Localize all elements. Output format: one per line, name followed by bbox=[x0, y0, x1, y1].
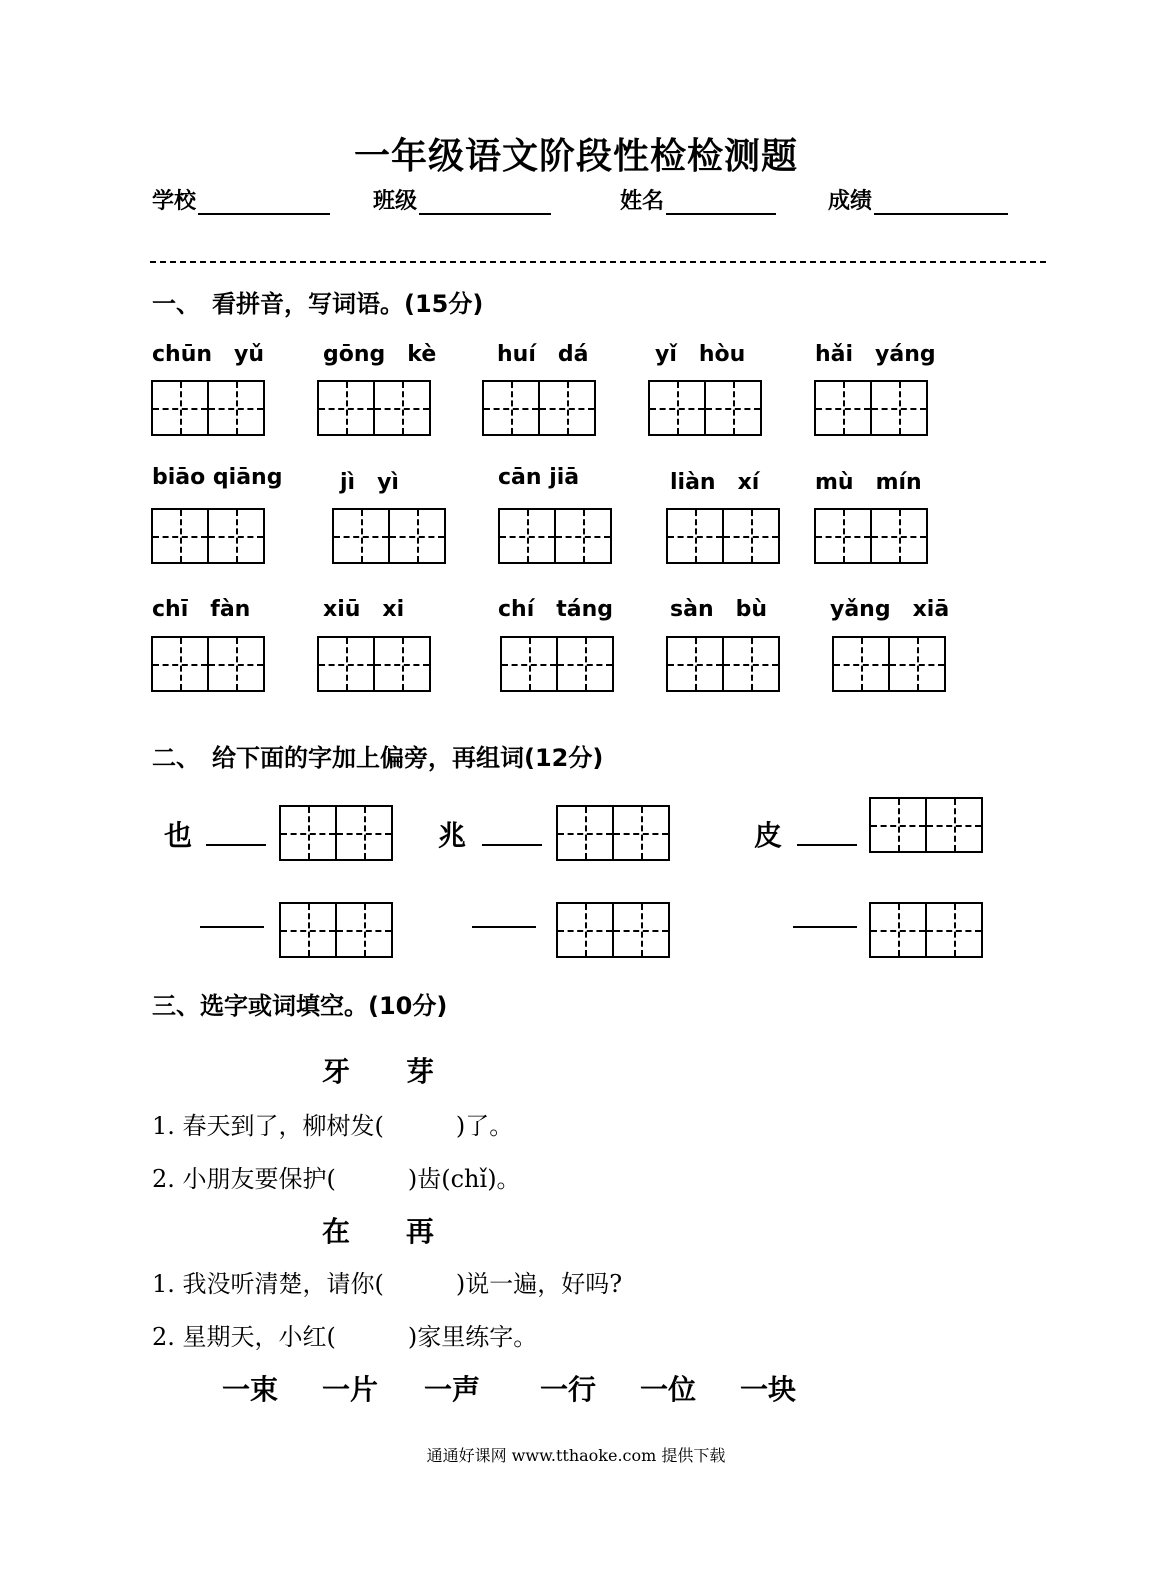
score-field bbox=[828, 184, 1008, 215]
word-grid[interactable] bbox=[556, 902, 670, 958]
measure-word: 一束 bbox=[222, 1373, 279, 1406]
writing-grid[interactable] bbox=[666, 636, 780, 692]
writing-grid[interactable] bbox=[832, 636, 946, 692]
pinyin-label: chūn yǔ bbox=[152, 342, 265, 367]
writing-grid[interactable] bbox=[666, 508, 780, 564]
name-label: 姓名 bbox=[620, 189, 665, 214]
radical-blank[interactable] bbox=[793, 926, 857, 928]
school-blank[interactable] bbox=[198, 189, 330, 215]
radical-blank[interactable] bbox=[200, 926, 264, 928]
pinyin-label: chī fàn bbox=[152, 597, 251, 622]
writing-grid[interactable] bbox=[814, 508, 928, 564]
pinyin-label: liàn xí bbox=[670, 470, 760, 495]
fill-sentence: 1. 我没听清楚，请你( )说一遍，好吗? bbox=[152, 1270, 623, 1298]
radical-blank[interactable] bbox=[482, 844, 542, 846]
writing-grid[interactable] bbox=[332, 508, 446, 564]
writing-grid[interactable] bbox=[317, 380, 431, 436]
pinyin-label: chí táng bbox=[498, 597, 614, 622]
measure-word: 一块 bbox=[740, 1373, 797, 1406]
writing-grid[interactable] bbox=[814, 380, 928, 436]
pinyin-label: cān jiā bbox=[498, 465, 580, 490]
name-field bbox=[620, 184, 776, 215]
writing-grid[interactable] bbox=[317, 636, 431, 692]
base-character: 皮 bbox=[754, 819, 783, 852]
writing-grid[interactable] bbox=[500, 636, 614, 692]
pinyin-label: gōng kè bbox=[323, 342, 437, 367]
measure-word: 一位 bbox=[640, 1373, 697, 1406]
pinyin-label: xiū xi bbox=[323, 597, 405, 622]
page-title: 一年级语文阶段性检检测题 bbox=[353, 136, 798, 177]
radical-blank[interactable] bbox=[206, 844, 266, 846]
base-character: 兆 bbox=[438, 819, 467, 852]
radical-blank[interactable] bbox=[797, 844, 857, 846]
writing-grid[interactable] bbox=[482, 380, 596, 436]
pinyin-label: huí dá bbox=[497, 342, 589, 367]
pinyin-label: yǎng xiā bbox=[830, 597, 950, 622]
writing-grid[interactable] bbox=[151, 636, 265, 692]
word-grid[interactable] bbox=[556, 805, 670, 861]
measure-word: 一片 bbox=[322, 1373, 379, 1406]
fill-sentence: 2. 小朋友要保护( )齿(chǐ)。 bbox=[152, 1165, 521, 1193]
pinyin-label: sàn bù bbox=[670, 597, 768, 622]
pinyin-label: mù mín bbox=[815, 470, 922, 495]
score-blank[interactable] bbox=[874, 189, 1008, 215]
base-character: 也 bbox=[164, 819, 193, 852]
section2-heading: 二、 给下面的字加上偏旁，再组词(12分) bbox=[152, 744, 604, 772]
writing-grid[interactable] bbox=[151, 508, 265, 564]
section1-heading: 一、 看拼音，写词语。(15分) bbox=[152, 290, 484, 318]
school-field bbox=[152, 184, 330, 215]
pinyin-label: biāo qiāng bbox=[152, 465, 283, 490]
score-label: 成绩 bbox=[828, 189, 873, 214]
school-label: 学校 bbox=[152, 189, 197, 214]
class-label: 班级 bbox=[373, 189, 418, 214]
section3-heading: 三、选字或词填空。(10分) bbox=[152, 992, 448, 1020]
measure-word: 一行 bbox=[540, 1373, 597, 1406]
word-grid[interactable] bbox=[869, 797, 983, 853]
divider bbox=[150, 261, 1046, 263]
word-grid[interactable] bbox=[869, 902, 983, 958]
writing-grid[interactable] bbox=[151, 380, 265, 436]
word-choices: 在 再 bbox=[322, 1215, 435, 1248]
footer-text: 通通好课网 www.tthaoke.com 提供下载 bbox=[426, 1446, 726, 1465]
word-choices: 牙 芽 bbox=[322, 1055, 435, 1088]
word-grid[interactable] bbox=[279, 805, 393, 861]
writing-grid[interactable] bbox=[498, 508, 612, 564]
pinyin-label: yǐ hòu bbox=[655, 342, 746, 367]
fill-sentence: 2. 星期天，小红( )家里练字。 bbox=[152, 1323, 538, 1351]
name-blank[interactable] bbox=[666, 189, 776, 215]
pinyin-label: jì yì bbox=[340, 470, 399, 495]
class-blank[interactable] bbox=[419, 189, 551, 215]
class-field bbox=[373, 184, 551, 215]
fill-sentence: 1. 春天到了，柳树发( )了。 bbox=[152, 1112, 514, 1140]
measure-word: 一声 bbox=[424, 1373, 481, 1406]
word-grid[interactable] bbox=[279, 902, 393, 958]
pinyin-label: hǎi yáng bbox=[815, 342, 936, 367]
writing-grid[interactable] bbox=[648, 380, 762, 436]
radical-blank[interactable] bbox=[472, 926, 536, 928]
